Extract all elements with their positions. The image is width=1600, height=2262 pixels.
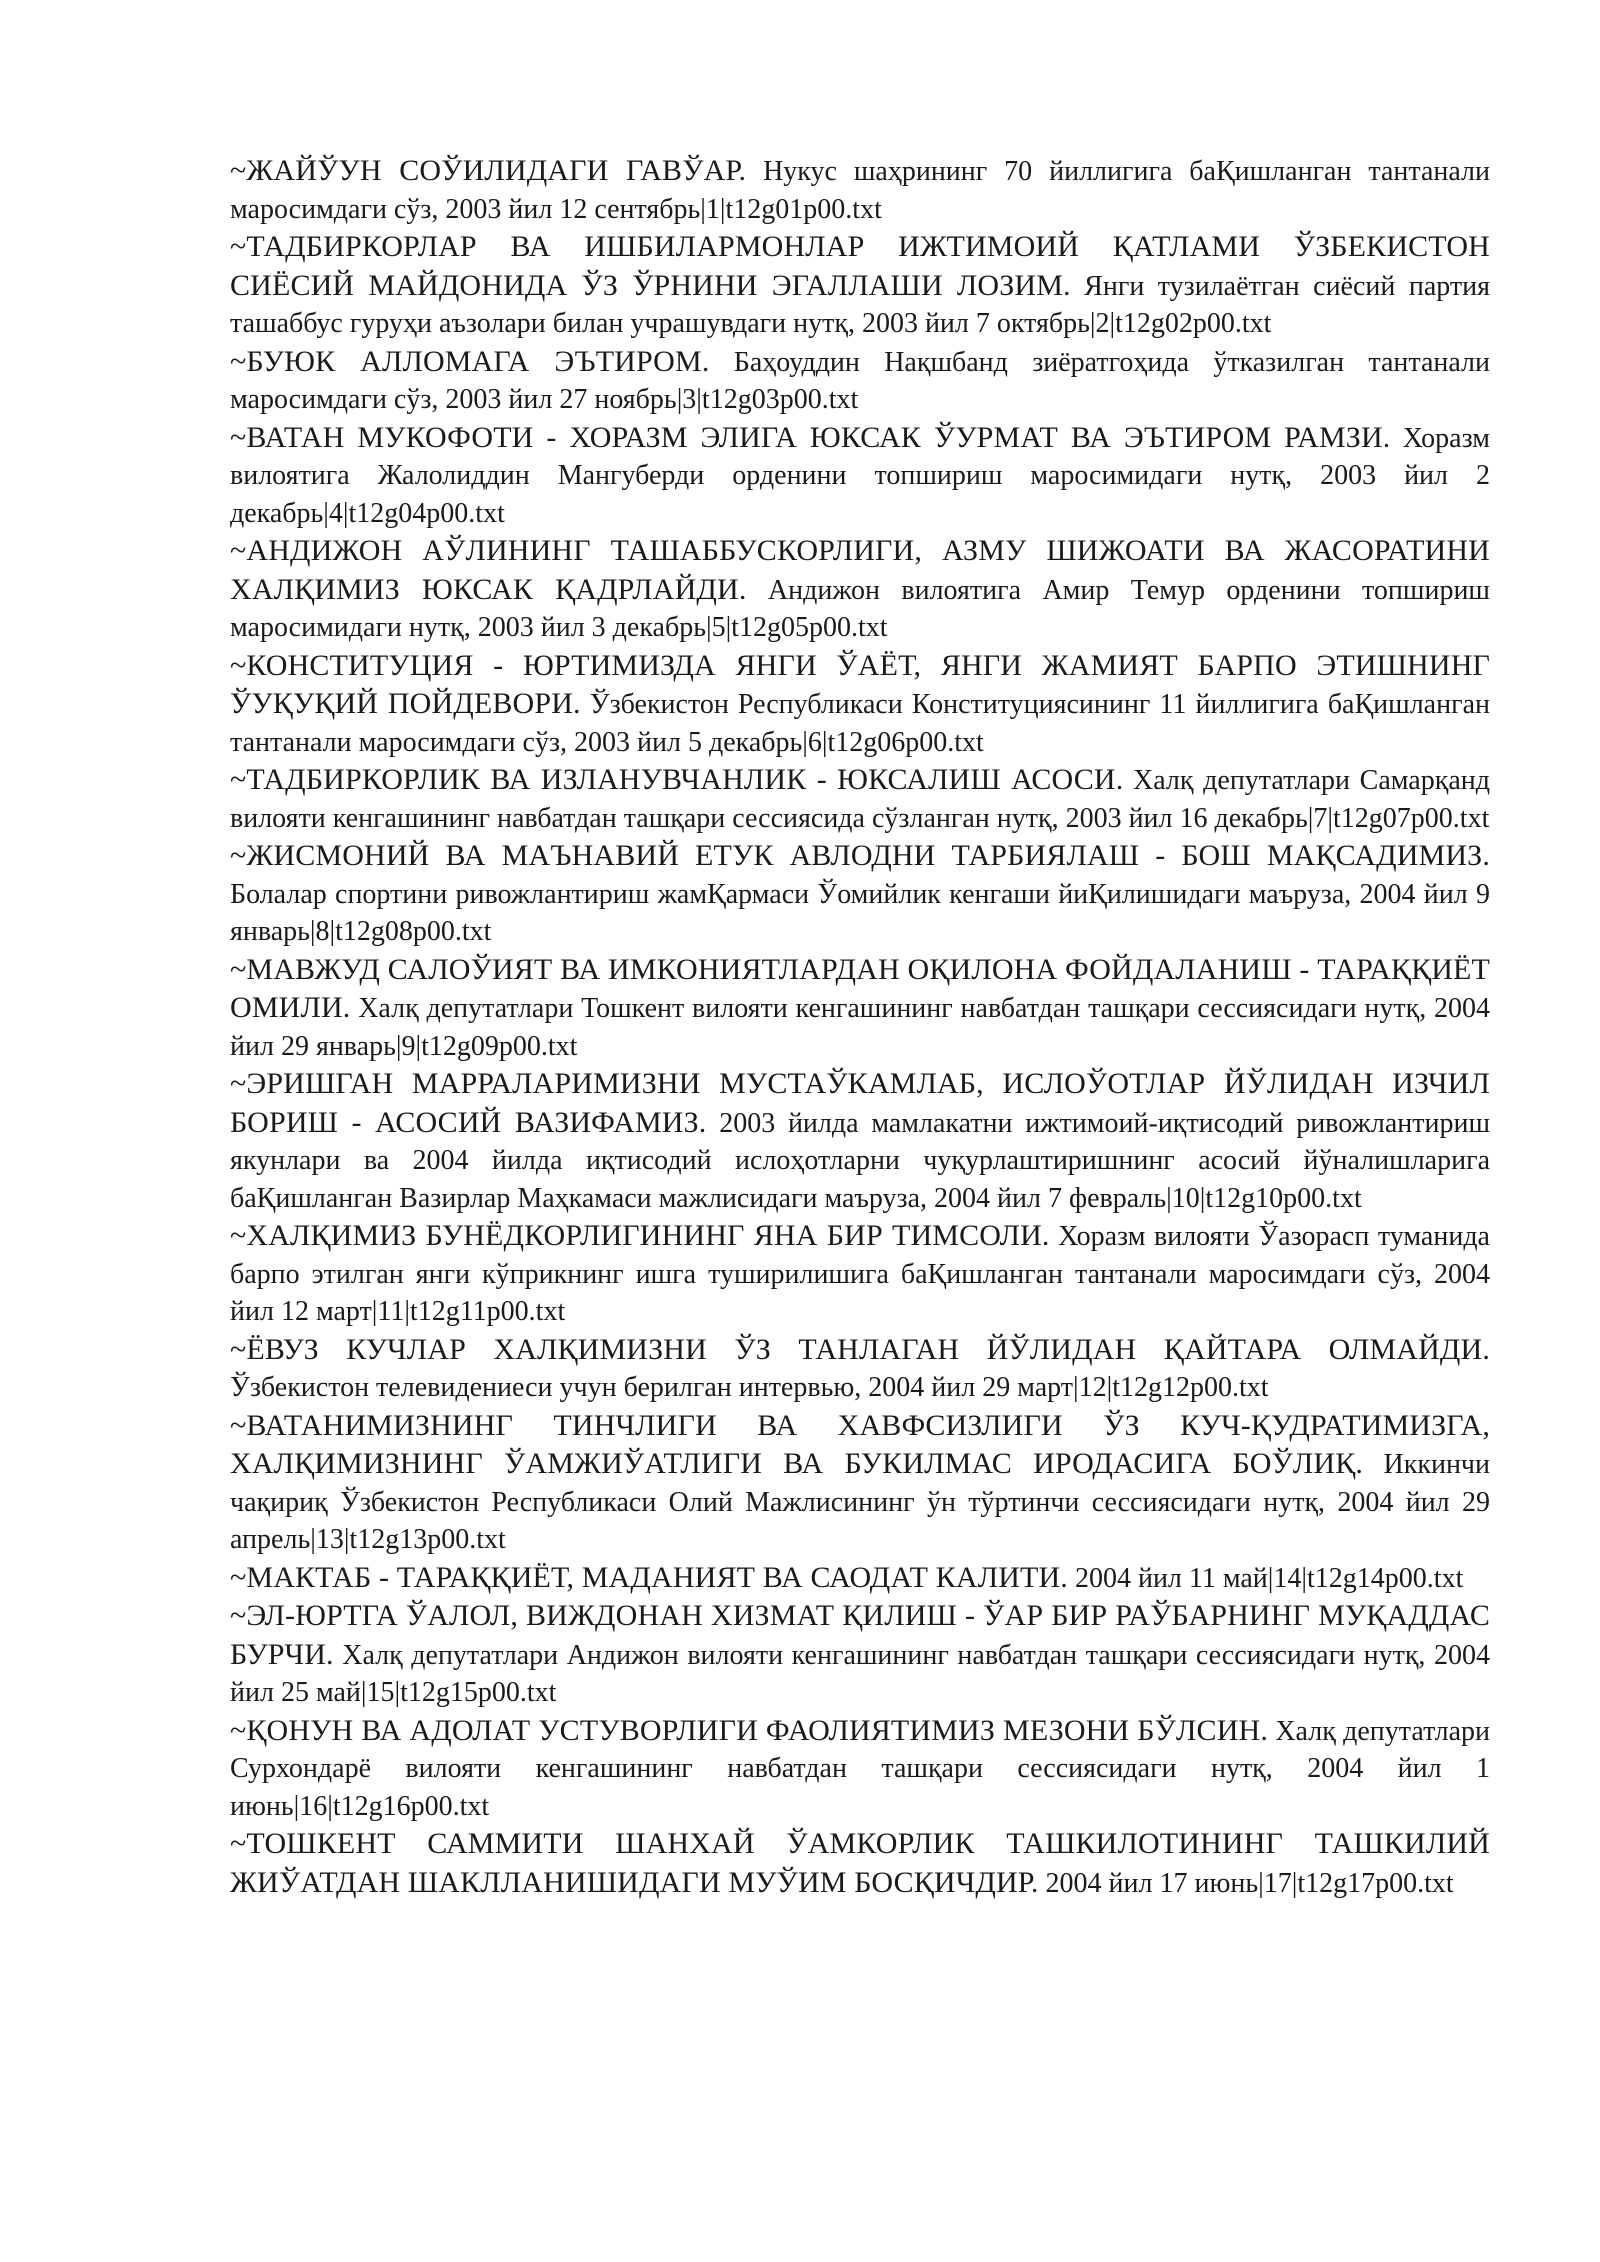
entry-description: Халқ депутатлари Самарқанд вилояти кенгашининг навбатдан ташқари сессиясида сўзланган нутқ, 2003 йил 16 декабрь|7|t12g07p00.txt bbox=[230, 765, 1490, 834]
list-item bbox=[230, 1065, 1490, 1217]
list-item bbox=[230, 761, 1490, 837]
list-item bbox=[230, 1597, 1490, 1712]
entry-title: ~БУЮК АЛЛОМАГА ЭЪТИРОМ. bbox=[230, 344, 710, 378]
entry-title: ~ЭЛ-ЮРТГА ЎАЛОЛ, ВИЖДОНАН ХИЗМАТ ҚИЛИШ - ЎАР БИР РАЎБАРНИНГ МУҚАДДАС БУРЧИ. bbox=[230, 1599, 1490, 1671]
list-item bbox=[230, 343, 1490, 419]
entry-title: ~ЭРИШГАН МАРРАЛАРИМИЗНИ МУСТАЎКАМЛАБ, ИСЛОЎОТЛАР ЙЎЛИДАН ИЗЧИЛ БОРИШ - АСОСИЙ ВАЗИФАМИЗ. bbox=[230, 1067, 1490, 1139]
entry-title: ~ТАДБИРКОРЛИК ВА ИЗЛАНУВЧАНЛИК - ЮКСАЛИШ АСОСИ. bbox=[230, 763, 1124, 796]
document-body bbox=[230, 152, 1490, 1902]
list-item bbox=[230, 1712, 1490, 1826]
entry-description: Болалар спортини ривожлантириш жамҚармаси Ўомийлик кенгаши йиҚилишидаги маъруза, 2004 йил 9 январь|8|t12g08p00.txt bbox=[230, 878, 1490, 947]
entry-description: Халқ депутатлари Сурхондарё вилояти кенгашининг навбатдан ташқари сессиясидаги нутқ, 2004 йил 1 июнь|16|t12g16p00.txt bbox=[230, 1715, 1490, 1822]
entry-description: Ўзбекистон телевидениеси учун берилган интервью, 2004 йил 29 март|12|t12g12p00.txt bbox=[230, 1372, 1269, 1403]
entry-title: ~КОНСТИТУЦИЯ - ЮРТИМИЗДА ЯНГИ ЎАЁТ, ЯНГИ ЖАМИЯТ БАРПО ЭТИШНИНГ ЎУҚУҚИЙ ПОЙДЕВОРИ. bbox=[230, 648, 1490, 720]
entry-title: ~ВАТАНИМИЗНИНГ ТИНЧЛИГИ ВА ХАВФСИЗЛИГИ ЎЗ КУЧ-ҚУДРАТИМИЗГА, ХАЛҚИМИЗНИНГ ЎАМЖИЎАТЛИГИ ВА БУКИЛМАС ИРОДАСИГА БОЎЛИҚ. bbox=[230, 1408, 1490, 1480]
entry-title: ~ЖИСМОНИЙ ВА МАЪНАВИЙ ЕТУК АВЛОДНИ ТАРБИЯЛАШ - БОШ МАҚСАДИМИЗ. bbox=[230, 839, 1490, 872]
entry-title: ~ТОШКЕНТ САММИТИ ШАНХАЙ ЎАМКОРЛИК ТАШКИЛОТИНИНГ ТАШКИЛИЙ ЖИЎАТДАН ШАКЛЛАНИШИДАГИ МУЎИМ БОСҚИЧДИР. bbox=[230, 1827, 1490, 1899]
entry-title: ~ЖАЙЎУН СОЎИЛИДАГИ ГАВЎАР. bbox=[230, 154, 747, 187]
list-item bbox=[230, 837, 1490, 951]
entry-title: ~ВАТАН МУКОФОТИ - ХОРАЗМ ЭЛИГА ЮКСАК ЎУРМАТ ВА ЭЪТИРОМ РАМЗИ. bbox=[230, 420, 1391, 454]
list-item bbox=[230, 647, 1490, 762]
entry-description: Янги тузилаётган сиёсий партия ташаббус гуруҳи аъзолари билан учрашувдаги нутқ, 2003 йил 7 октябрь|2|t12g02p00.txt bbox=[230, 270, 1490, 339]
list-item bbox=[230, 951, 1490, 1066]
list-item bbox=[230, 152, 1490, 228]
entry-title: ~МАВЖУД САЛОЎИЯТ ВА ИМКОНИЯТЛАРДАН ОҚИЛОНА ФОЙДАЛАНИШ - ТАРАҚҚИЁТ ОМИЛИ. bbox=[230, 952, 1490, 1024]
entry-description: Халқ депутатлари Тошкент вилояти кенгашининг навбатдан ташқари сессиясидаги нутқ, 2004 йил 29 январь|9|t12g09p00.txt bbox=[230, 993, 1490, 1062]
entry-title: ~ҚОНУН ВА АДОЛАТ УСТУВОРЛИГИ ФАОЛИЯТИМИЗ МЕЗОНИ БЎЛСИН. bbox=[230, 1713, 1268, 1747]
list-item bbox=[230, 419, 1490, 533]
entry-description: Иккинчи чақириқ Ўзбекистон Республикаси Олий Мажлисининг ўн тўртинчи сессиясидаги нутқ, 2004 йил 29 апрель|13|t12g13p00.txt bbox=[230, 1449, 1490, 1555]
list-item bbox=[230, 228, 1490, 343]
entry-title: ~ТАДБИРКОРЛАР ВА ИШБИЛАРМОНЛАР ИЖТИМОИЙ ҚАТЛАМИ ЎЗБЕКИСТОН СИЁСИЙ МАЙДОНИДА ЎЗ ЎРНИНИ ЭГАЛЛАШИ ЛОЗИМ. bbox=[230, 230, 1490, 302]
entry-description: Нукус шаҳрининг 70 йиллигига баҚишланган тантанали маросимдаги сўз, 2003 йил 12 сентябрь|1|t12g01p00.txt bbox=[230, 156, 1490, 225]
entry-title: ~ЁВУЗ КУЧЛАР ХАЛҚИМИЗНИ ЎЗ ТАНЛАГАН ЙЎЛИДАН ҚАЙТАРА ОЛМАЙДИ. bbox=[230, 1332, 1490, 1366]
list-item bbox=[230, 532, 1490, 647]
entry-description: Хоразм вилояти Ўазорасп туманида барпо этилган янги кўприкнинг ишга туширилишига баҚишланган тантанали маросимдаги сўз, 2004 йил 12 март|11|t12g11p00.txt bbox=[230, 1221, 1490, 1327]
list-item bbox=[230, 1217, 1490, 1331]
entry-description: Хоразм вилоятига Жалолиддин Мангуберди орденини топшириш маросимидаги нутқ, 2003 йил 2 декабрь|4|t12g04p00.txt bbox=[230, 422, 1490, 529]
entry-description: Халқ депутатлари Андижон вилояти кенгашининг навбатдан ташқари сессиясидаги нутқ, 2004 йил 25 май|15|t12g15p00.txt bbox=[230, 1639, 1490, 1708]
entry-description: 2004 йил 17 июнь|17|t12g17p00.txt bbox=[1038, 1867, 1454, 1899]
list-item bbox=[230, 1331, 1490, 1407]
entry-title: ~ХАЛҚИМИЗ БУНЁДКОРЛИГИНИНГ ЯНА БИР ТИМСОЛИ. bbox=[230, 1219, 1050, 1252]
entry-description: 2004 йил 11 май|14|t12g14p00.txt bbox=[1067, 1562, 1464, 1594]
list-item bbox=[230, 1825, 1490, 1902]
entry-description: Баҳоуддин Нақшбанд зиёратгоҳида ўтказилган тантанали маросимдаги сўз, 2003 йил 27 ноябрь|3|t12g03p00.txt bbox=[230, 346, 1490, 415]
list-item bbox=[230, 1559, 1490, 1598]
entry-title: ~МАКТАБ - ТАРАҚҚИЁТ, МАДАНИЯТ ВА САОДАТ КАЛИТИ. bbox=[230, 1560, 1068, 1594]
entry-description: Андижон вилоятига Амир Темур орденини топшириш маросимидаги нутқ, 2003 йил 3 декабрь|5|t12g05p00.txt bbox=[230, 574, 1490, 643]
entry-description: Ўзбекистон Республикаси Конституциясининг 11 йиллигига баҚишланган тантанали маросимдаги сўз, 2003 йил 5 декабрь|6|t12g06p00.txt bbox=[230, 689, 1490, 758]
list-item bbox=[230, 1407, 1490, 1559]
entry-description: 2003 йилда мамлакатни ижтимоий-иқтисодий ривожлантириш якунлари ва 2004 йилда иқтисодий ислоҳотларни чуқурлаштиришнинг асосий йўналишларига баҚишланган Вазирлар Маҳкамаси мажлисидаги маъруза, 2004 йил 7 февраль|10|t12g10p00.txt bbox=[230, 1107, 1491, 1214]
entry-title: ~АНДИЖОН АЎЛИНИНГ ТАШАББУСКОРЛИГИ, АЗМУ ШИЖОАТИ ВА ЖАСОРАТИНИ ХАЛҚИМИЗ ЮКСАК ҚАДРЛАЙДИ. bbox=[230, 534, 1490, 606]
